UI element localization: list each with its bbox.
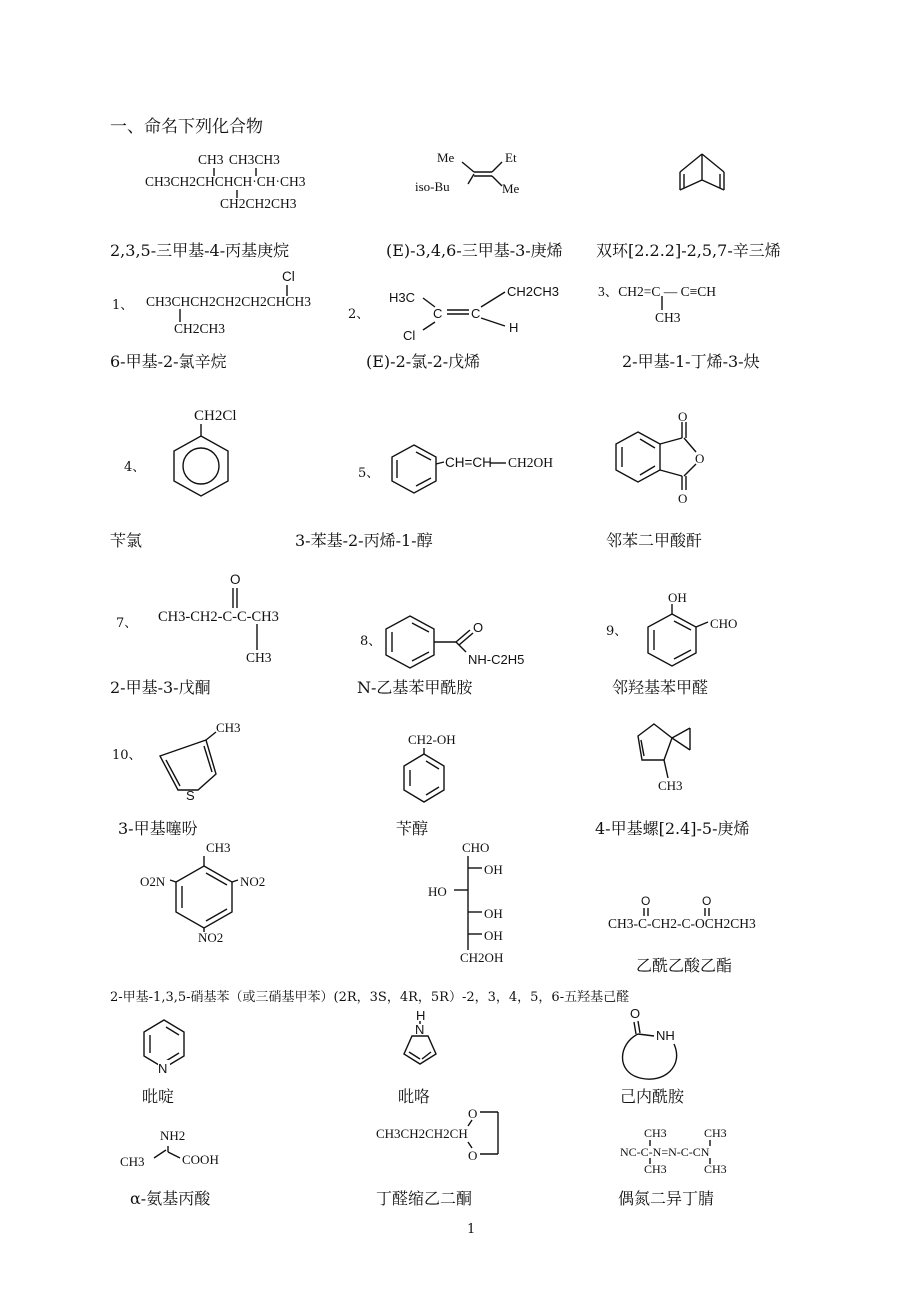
struct-sugar-ho: HO: [428, 884, 447, 899]
struct-b-me-bottom: Me: [502, 181, 520, 196]
struct-12-ch3: CH3: [658, 778, 683, 793]
struct-2-ch2ch3: CH2CH3: [507, 284, 560, 299]
struct-6-o-top: O: [678, 409, 688, 424]
name-row2-1: 6-甲基-2-氯辛烷: [110, 352, 227, 371]
struct-a-bottom-group: CH2CH2CH3: [220, 196, 297, 211]
number-9: 9、: [606, 624, 628, 639]
name-row2-2: (E)-2-氯-2-戊烯: [366, 352, 481, 371]
name-row7-lactam: 己内酰胺: [620, 1087, 685, 1106]
struct-lactam-nh: NH: [656, 1028, 675, 1043]
struct-5-end: CH2OH: [508, 455, 554, 470]
name-row8-acetal: 丁醛缩乙二酮: [376, 1189, 473, 1208]
struct-sugar-oh4: OH: [484, 928, 503, 943]
struct-ester-o2: O: [702, 894, 712, 908]
struct-3-main: CH2=C — C≡CH: [618, 284, 716, 299]
name-row7-pyridine: 吡啶: [142, 1087, 175, 1106]
name-row8-aibn: 偶氮二异丁腈: [618, 1189, 715, 1208]
struct-5-chain: CH=CH: [445, 455, 492, 470]
name-row3-4: 苄氯: [110, 531, 143, 550]
struct-tnt-no2-right: NO2: [240, 874, 266, 889]
name-row5-12: 4-甲基螺[2.4]-5-庚烯: [595, 819, 750, 838]
number-5: 5、: [358, 466, 380, 481]
struct-sugar-oh3: OH: [484, 906, 503, 921]
struct-alanine-nh2: NH2: [160, 1128, 186, 1143]
struct-b-me-top: Me: [437, 150, 455, 165]
name-row5-10: 3-甲基噻吩: [118, 819, 198, 838]
struct-acetal-o1: O: [468, 1106, 478, 1121]
struct-aibn-ch3-br: CH3: [704, 1162, 727, 1176]
struct-aibn-ch3-bl: CH3: [644, 1162, 667, 1176]
struct-2-h: H: [509, 320, 519, 335]
struct-2-cl: Cl: [403, 328, 416, 343]
section-heading: 一、命名下列化合物: [110, 117, 263, 137]
struct-7-o: O: [230, 572, 241, 587]
struct-10-s: S: [186, 788, 195, 803]
struct-3-branch: CH3: [655, 310, 681, 325]
struct-ester-o1: O: [641, 894, 651, 908]
name-row2-3: 2-甲基-1-丁烯-3-炔: [622, 352, 760, 371]
struct-1-branch: CH2CH3: [174, 321, 226, 336]
number-3-label: 3、: [598, 284, 619, 299]
struct-tnt-no2-bottom: NO2: [198, 930, 224, 945]
struct-pyrrole-h: H: [416, 1008, 426, 1023]
name-row3-5: 3-苯基-2-丙烯-1-醇: [295, 531, 433, 550]
struct-acetal-chain: CH3CH2CH2CH: [376, 1126, 468, 1141]
number-2: 2、: [348, 307, 370, 322]
struct-tnt-ch3: CH3: [206, 840, 231, 855]
number-7: 7、: [116, 616, 138, 631]
struct-8-amide: NH-C2H5: [468, 652, 525, 667]
number-8: 8、: [360, 634, 382, 649]
struct-lactam-o: O: [630, 1006, 641, 1021]
struct-sugar-cho: CHO: [462, 840, 490, 855]
number-1: 1、: [112, 298, 134, 313]
struct-1-cl: Cl: [282, 269, 295, 284]
struct-2-c1: C: [433, 306, 443, 321]
struct-6-o-ring: O: [695, 451, 705, 466]
struct-sugar-oh1: OH: [484, 862, 503, 877]
struct-pyrrole-n: N: [415, 1022, 425, 1037]
struct-7-branch: CH3: [246, 650, 272, 665]
name-row6-ester: 乙酰乙酸乙酯: [636, 956, 733, 975]
name-row5-11: 苄醇: [396, 819, 429, 838]
struct-1-main: CH3CHCH2CH2CH2CHCH3: [146, 294, 312, 309]
struct-alanine-cooh: COOH: [182, 1152, 219, 1167]
struct-sugar-ch2oh: CH2OH: [460, 950, 504, 965]
struct-9-cho: CHO: [710, 616, 738, 631]
name-row1-a: 2,3,5-三甲基-4-丙基庚烷: [110, 241, 290, 260]
struct-b-iso-bu: iso-Bu: [415, 179, 450, 194]
name-row1-b: (E)-3,4,6-三甲基-3-庚烯: [386, 241, 563, 260]
struct-2-h3c: H3C: [389, 290, 416, 305]
struct-a-main-chain: CH3CH2CHCHCH·CH·CH3: [145, 174, 306, 189]
struct-alanine-ch3: CH3: [120, 1154, 145, 1169]
struct-a-top-groups: CH3 CH3CH3: [198, 152, 280, 167]
name-row7-pyrrole: 吡咯: [398, 1087, 431, 1106]
struct-10-ch3: CH3: [216, 720, 241, 735]
name-row1-c: 双环[2.2.2]-2,5,7-辛三烯: [596, 241, 781, 260]
name-row8-alanine: α-氨基丙酸: [130, 1189, 211, 1208]
page-number: 1: [467, 1222, 476, 1237]
struct-8-o: O: [473, 620, 484, 635]
struct-aibn-main: NC-C-N=N-C-CN: [620, 1145, 710, 1159]
struct-2-c2: C: [471, 306, 481, 321]
names-row6-line: 2-甲基-1,3,5-硝基苯（或三硝基甲苯）(2R，3S，4R，5R）-2，3，4，5，6-五羟基己醛: [110, 990, 630, 1005]
name-row4-8: N-乙基苯甲酰胺: [357, 678, 473, 697]
name-row4-9: 邻羟基苯甲醛: [612, 678, 709, 697]
number-4: 4、: [124, 460, 146, 475]
struct-aibn-ch3-tl: CH3: [644, 1126, 667, 1140]
struct-11-group: CH2-OH: [408, 732, 456, 747]
struct-4-group: CH2Cl: [194, 408, 237, 424]
struct-9-oh: OH: [668, 590, 687, 605]
struct-ester-formula: CH3-C-CH2-C-OCH2CH3: [608, 916, 756, 931]
struct-tnt-no2-left: O2N: [140, 874, 166, 889]
struct-acetal-o2: O: [468, 1148, 478, 1163]
struct-pyridine-n: N: [158, 1061, 168, 1076]
struct-7-main: CH3-CH2-C-C-CH3: [158, 609, 279, 625]
struct-6-o-bottom: O: [678, 491, 688, 506]
name-row3-6: 邻苯二甲酸酐: [606, 531, 703, 550]
struct-aibn-ch3-tr: CH3: [704, 1126, 727, 1140]
number-10: 10、: [112, 748, 142, 763]
struct-b-et: Et: [505, 150, 517, 165]
name-row4-7: 2-甲基-3-戊酮: [110, 678, 211, 697]
